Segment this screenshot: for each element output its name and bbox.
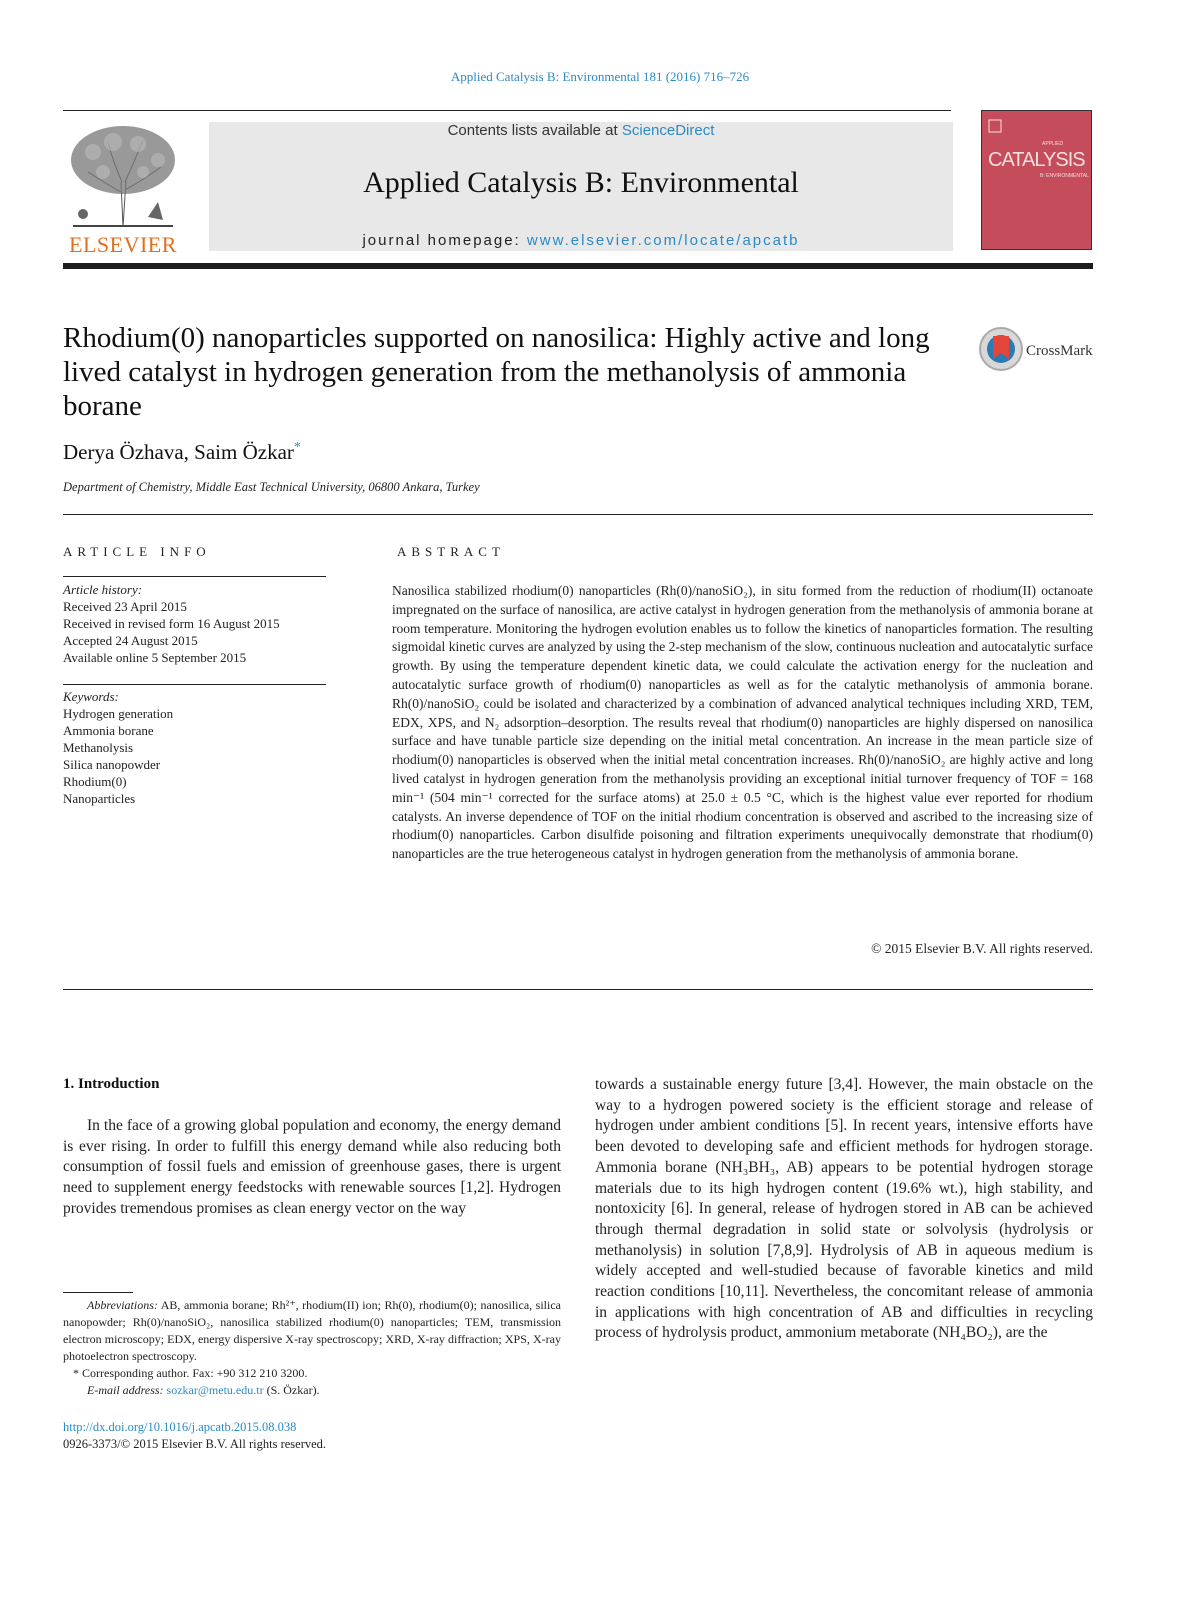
affiliation: Department of Chemistry, Middle East Technical University, 06800 Ankara, Turkey: [63, 480, 480, 494]
history-item: Received in revised form 16 August 2015: [63, 616, 280, 631]
history-item: Accepted 24 August 2015: [63, 633, 198, 648]
keyword-item: Hydrogen generation: [63, 706, 174, 721]
abstract-rule: [63, 989, 1093, 990]
keyword-item: Silica nanopowder: [63, 757, 161, 772]
journal-banner: [209, 122, 953, 251]
keyword-item: Rhodium(0): [63, 774, 127, 789]
header-rule: [63, 110, 951, 111]
corresponding-footnote: * Corresponding author. Fax: +90 312 210 3200.: [73, 1366, 308, 1380]
abstract-heading: ABSTRACT: [397, 544, 505, 559]
keyword-item: Ammonia borane: [63, 723, 154, 738]
article-info-heading: ARTICLE INFO: [63, 544, 211, 559]
author-list: Derya Özhava, Saim Özkar*: [63, 440, 301, 464]
intro-paragraph: towards a sustainable energy future [3,4]. However, the main obstacle on the way to a hydrogen powered society is the efficient storage and release of hydrogen under ambient conditions [5]. In recent years, intensive efforts have been devoted to developing safe and efficient methods for hydrogen storage. Ammonia borane (NH₃BH₃, AB) appears to be potential hydrogen storage materials due to its high hydrogen content (19.6% wt.), high stability, and nontoxicity [6]. In general, release of hydrogen stored in AB can be achieved through thermal degradation in solid state or solvolysis (hydrolysis or methanolysis) in solution [7,8,9]. Hydrolysis of AB in aqueous medium is widely accepted and well-studied because of favorable kinetics and mild reaction conditions [10,11]. Nevertheless, the concomitant release of ammonia in applications with high concentration of AB and difficulties in recycling process of hydrolysis product, ammonium metaborate (NH₄BO₂), are the: [595, 1076, 1093, 1342]
abstract-text: Nanosilica stabilized rhodium(0) nanoparticles (Rh(0)/nanoSiO₂), in situ formed from the reduction of rhodium(II) octanoate impregnated on the surface of nanosilica, are active catalyst in hydrogen generation from the methanolysis of ammonia borane at room temperature. Monitoring the hydrogen evolution enables us to follow the kinetics of nanoparticles formation. The resulting sigmoidal kinetic curves are analyzed by using the 2-step mechanism of the slow, continuous nucleation and autocatalytic surface growth. By using the temperature dependent kinetic data, we could calculate the activation energy for the nucleation and autocatalytic surface growth of rhodium(0) nanoparticles as well as for the catalytic methanolysis of ammonia borane. Rh(0)/nanoSiO₂ could be isolated and characterized by a combination of advanced analytical techniques including XRD, TEM, EDX, XPS, and N₂ adsorption–desorption. The results reveal that rhodium(0) nanoparticles are highly dispersed on nanosilica surface and have tunable particle size depending on the initial metal concentration. An increase in the mean particle size of rhodium(0) nanoparticles is observed when the initial metal concentration increases. Rh(0)/nanoSiO₂ are highly active and long lived catalyst in hydrogen generation from the methanolysis providing an exceptional initial turnover frequency of TOF = 168 min⁻¹ (504 min⁻¹ corrected for the surface atoms) at 25.0 ± 0.5 °C, which is the highest value ever reported for rhodium catalysts. An inverse dependence of TOF on the initial rhodium concentration is observed and ascribed to the increasing size of rhodium(0) nanoparticles. Carbon disulfide poisoning and filtration experiments unequivocally demonstrate that rhodium(0) nanoparticles are the true heterogeneous catalyst in hydrogen generation from the methanolysis of ammonia borane.: [392, 583, 1093, 862]
sciencedirect-link[interactable]: ScienceDirect: [621, 122, 715, 139]
cover-emblem-icon: [988, 119, 1002, 133]
corresponding-author-mark[interactable]: *: [293, 440, 301, 455]
cover-title: CATALYSIS: [988, 149, 1085, 171]
contents-line: Contents lists available at ScienceDirect: [447, 122, 715, 139]
keyword-item: Methanolysis: [63, 740, 134, 755]
abbreviations-footnote: Abbreviations: AB, ammonia borane; Rh²⁺, rhodium(II) ion; Rh(0), rhodium(0); nanosilica, silica nanopowder; Rh(0)/nanoSiO₂, nanosilica stabilized rhodium(0) nanoparticles; TEM, transmission electron microscopy; EDX, energy dispersive X-ray spectroscopy; XRD, X-ray diffraction; XPS, X-ray photoelectron spectroscopy.: [63, 1298, 561, 1363]
doi-link[interactable]: http://dx.doi.org/10.1016/j.apcatb.2015.08.038: [63, 1420, 297, 1434]
article-history: Article history: Received 23 April 2015 Received in revised form 16 August 2015 Accepted 24 August 2015 Available online 5 September 2015: [63, 582, 280, 665]
info-rule-mid: [63, 684, 326, 685]
elsevier-tree-icon: [63, 122, 183, 230]
footnote-rule: [63, 1292, 133, 1293]
journal-cover-thumbnail[interactable]: APPLIED CATALYSIS B: ENVIRONMENTAL: [981, 110, 1092, 250]
copyright-notice: © 2015 Elsevier B.V. All rights reserved.: [871, 941, 1093, 956]
history-item: Received 23 April 2015: [63, 599, 187, 614]
homepage-link[interactable]: www.elsevier.com/locate/apcatb: [526, 232, 800, 249]
doi-block: [63, 1419, 326, 1453]
journal-citation[interactable]: Applied Catalysis B: Environmental 181 (2016) 716–726: [450, 69, 750, 84]
intro-right-column: [595, 1075, 1093, 1344]
article-title: Rhodium(0) nanoparticles supported on nanosilica: Highly active and long lived catalyst in hydrogen generation from the methanolysis of ammonia borane: [63, 322, 930, 422]
keywords: Keywords: Hydrogen generation Ammonia borane Methanolysis Silica nanopowder Rhodium(0) Nanoparticles: [63, 689, 174, 806]
email-footnote: E-mail address: sozkar@metu.edu.tr (S. Özkar).: [87, 1383, 320, 1397]
journal-title: Applied Catalysis B: Environmental: [363, 166, 799, 199]
homepage-line: journal homepage: www.elsevier.com/locate/apcatb: [362, 232, 800, 249]
issn-line: 0926-3373/© 2015 Elsevier B.V. All rights reserved.: [63, 1437, 327, 1451]
crossmark-badge[interactable]: [978, 326, 1098, 376]
crossmark-icon: [978, 326, 1024, 372]
crossmark-label: CrossMark: [1026, 343, 1093, 359]
history-item: Available online 5 September 2015: [63, 650, 247, 665]
masthead-rule: [63, 263, 1093, 269]
elsevier-wordmark: ELSEVIER: [69, 232, 177, 257]
section-heading-introduction: 1. Introduction: [63, 1076, 160, 1092]
info-rule-top: [63, 576, 326, 577]
affiliation-rule: [63, 514, 1093, 515]
email-link[interactable]: sozkar@metu.edu.tr: [166, 1383, 264, 1397]
elsevier-logo: [63, 122, 183, 257]
footnotes: [63, 1297, 561, 1399]
intro-left-column: [63, 1116, 561, 1220]
keyword-item: Nanoparticles: [63, 791, 136, 806]
intro-paragraph: In the face of a growing global population and economy, the energy demand is ever rising. In order to fulfill this energy demand while also reducing both consumption of fossil fuels and emission of greenhouse gases, there is urgent need to supplement energy feedstocks with renewable sources [1,2]. Hydrogen provides tremendous promises as clean energy vector on the way: [63, 1117, 561, 1217]
